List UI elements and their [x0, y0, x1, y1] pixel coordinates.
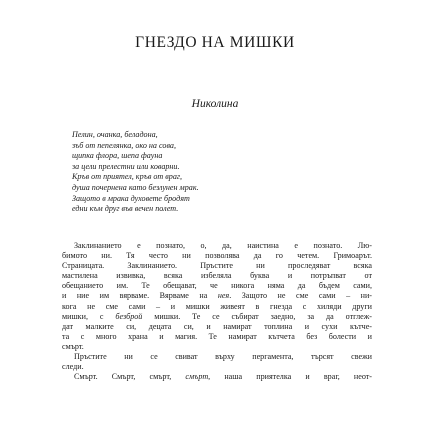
poem-line: едни към друг във вечен полет.: [72, 204, 179, 214]
prose-line: Страницата. Заклинанието. Пръстите ни проследяват всяка: [62, 261, 372, 271]
prose-line: следи.: [62, 362, 84, 372]
author-name: Николина: [191, 98, 239, 110]
poem-line: Пелин, очанка, беладона,: [72, 130, 158, 139]
prose-body: [62, 241, 372, 382]
prose-text: , наша приятелка и враг, неот-: [208, 372, 372, 382]
prose-line: бимото ни. Тя често ни позволява да го четем. Гримоарът.: [62, 251, 372, 261]
poem-line: Защото в мрака духовете бродят: [72, 193, 190, 203]
prose-line: [62, 312, 372, 322]
chapter-title: ГНЕЗДО НА МИШКИ: [135, 34, 295, 51]
prose-emphasis: нея: [217, 291, 230, 301]
poem-line: за цели прелестни или коварни.: [72, 161, 180, 171]
prose-line: [62, 372, 372, 382]
prose-line: мастилена извивка, всяка избеляла буква и потръпват от: [62, 271, 372, 281]
prose-text: Смърт. Смърт, смърт,: [74, 372, 186, 382]
prose-line: Заклинанието е познато, о, да, наистина е познато. Лю-: [74, 241, 372, 250]
poem-line: зъб от пепелянка, око на сова,: [72, 140, 176, 150]
prose-emphasis: безброй: [115, 311, 143, 321]
prose-text: . Защото не сме сами – ни-: [229, 291, 372, 301]
prose-line: [62, 291, 372, 301]
poem: [72, 130, 372, 215]
prose-line: та с много храна и магия. Те намират кътчета без болести и: [62, 331, 372, 341]
prose-line: смърт.: [62, 341, 84, 351]
prose-text: мишки. Те се събират заедно, за да отглеж-: [142, 311, 372, 321]
prose-line: дат малките си, децата си, и намират топлина и сухи кътче-: [62, 321, 372, 331]
prose-text: мишки, с: [62, 311, 116, 321]
poem-line: щипка флора, шепа фауна: [72, 151, 163, 161]
poem-line: душа почернена като безлунен мрак.: [72, 182, 199, 192]
prose-line: кога не сме сами – и мишки живеят в гнезда с хиляди други: [62, 301, 372, 311]
prose-text: и ние им вярваме. Вярваме на: [62, 291, 218, 301]
prose-line: Пръстите ни се свиват върху пергамента, търсят свежи: [74, 352, 372, 362]
prose-line: обещанието им. Те обещават, че никога няма да бъдем сами,: [62, 281, 372, 291]
poem-line: Кръв от приятел, кръв от враг,: [72, 172, 183, 182]
prose-emphasis: смърт: [185, 372, 209, 382]
